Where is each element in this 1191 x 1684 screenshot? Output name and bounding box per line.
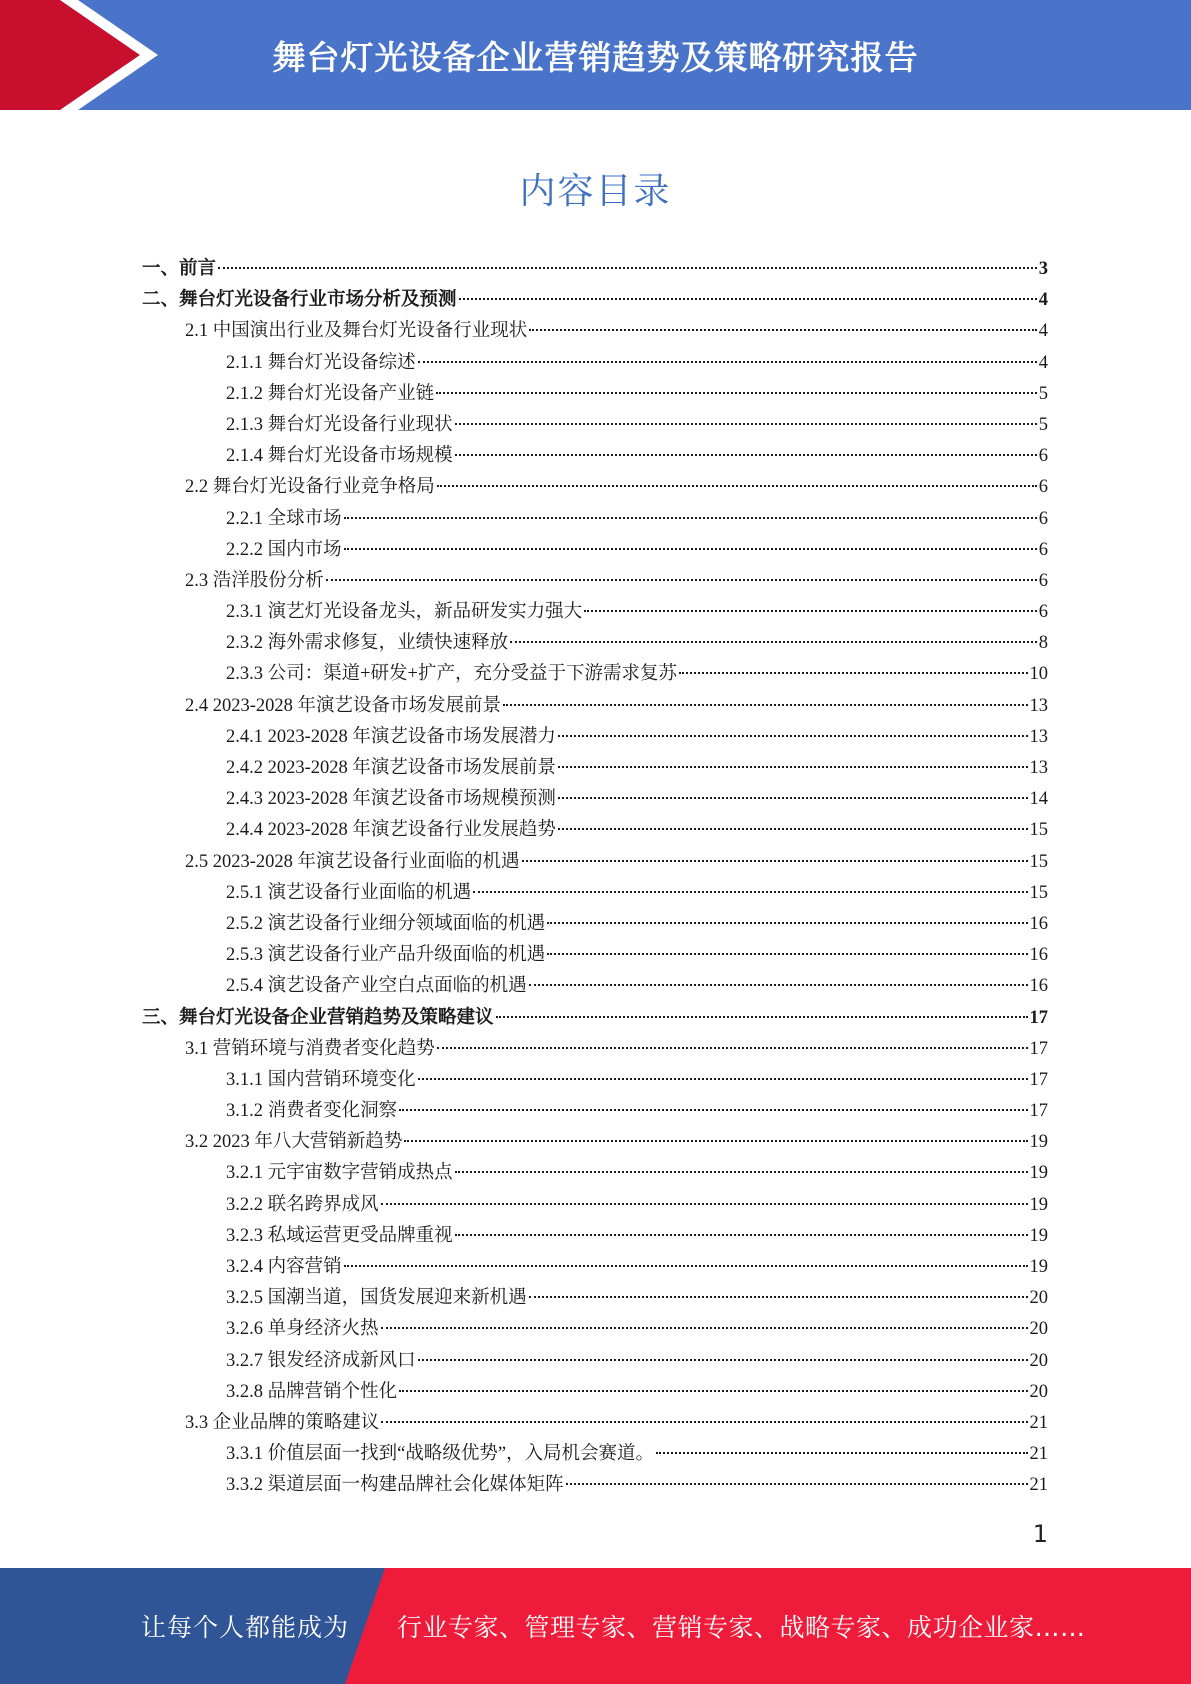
toc-entry-label: 2.5.3 演艺设备行业产品升级面临的机遇 [226, 945, 546, 966]
toc-entry-page: 6 [1038, 539, 1048, 560]
toc-entry-page: 19 [1029, 1194, 1048, 1215]
toc-entry[interactable] [142, 441, 1048, 472]
toc-entry[interactable] [142, 784, 1048, 815]
toc-entry[interactable] [142, 691, 1048, 722]
toc-entry-page: 21 [1029, 1412, 1048, 1433]
toc-entry[interactable] [142, 909, 1048, 940]
toc-entry-label: 3.2.6 单身经济火热 [226, 1319, 379, 1340]
toc-entry[interactable] [142, 535, 1048, 566]
toc-entry-page: 15 [1029, 851, 1048, 872]
toc-dot-leader [547, 953, 1027, 955]
toc-entry[interactable] [142, 254, 1048, 285]
toc-dot-leader [558, 735, 1028, 737]
toc-dot-leader [218, 267, 1037, 269]
toc-entry[interactable] [142, 316, 1048, 347]
toc-entry[interactable] [142, 722, 1048, 753]
toc-entry-label: 3.1.1 国内营销环境变化 [226, 1069, 416, 1090]
toc-entry-page: 15 [1029, 882, 1048, 903]
toc-entry-label: 3.1 营销环境与消费者变化趋势 [185, 1038, 435, 1059]
toc-dot-leader [381, 1203, 1028, 1205]
toc-entry[interactable] [142, 504, 1048, 535]
toc-entry-label: 2.3.2 海外需求修复，业绩快速释放 [226, 633, 509, 654]
toc-entry-page: 6 [1038, 508, 1048, 529]
toc-entry-page: 17 [1029, 1101, 1048, 1122]
toc-entry-label: 3.3.1 价值层面一找到“战略级优势”，入局机会赛道。 [226, 1444, 655, 1465]
toc-entry-label: 3.1.2 消费者变化洞察 [226, 1101, 398, 1122]
toc-entry-label: 二、舞台灯光设备行业市场分析及预测 [142, 290, 457, 311]
toc-entry[interactable] [142, 1283, 1048, 1314]
toc-entry[interactable] [142, 1003, 1048, 1034]
toc-dot-leader [418, 1359, 1028, 1361]
toc-entry[interactable] [142, 878, 1048, 909]
toc-entry[interactable] [142, 1314, 1048, 1345]
toc-entry-label: 2.5.1 演艺设备行业面临的机遇 [226, 882, 472, 903]
toc-entry-label: 三、舞台灯光设备企业营销趋势及策略建议 [142, 1007, 494, 1028]
table-of-contents [142, 254, 1048, 1502]
toc-entry-label: 2.5.2 演艺设备行业细分领域面临的机遇 [226, 913, 546, 934]
toc-entry-label: 3.3.2 渠道层面一构建品牌社会化媒体矩阵 [226, 1475, 564, 1496]
toc-entry[interactable] [142, 1346, 1048, 1377]
toc-entry-page: 4 [1038, 352, 1048, 373]
toc-dot-leader [437, 485, 1037, 487]
toc-dot-leader [418, 1078, 1028, 1080]
toc-dot-leader [344, 517, 1037, 519]
toc-dot-leader [455, 423, 1037, 425]
toc-entry[interactable] [142, 815, 1048, 846]
toc-entry[interactable] [142, 1377, 1048, 1408]
toc-entry[interactable] [142, 628, 1048, 659]
toc-entry[interactable] [142, 659, 1048, 690]
toc-entry[interactable] [142, 597, 1048, 628]
toc-entry-page: 17 [1029, 1007, 1048, 1028]
toc-dot-leader [399, 1390, 1027, 1392]
toc-entry-page: 19 [1029, 1163, 1048, 1184]
toc-entry[interactable] [142, 566, 1048, 597]
toc-entry-page: 19 [1029, 1257, 1048, 1277]
toc-entry-label: 3.2.7 银发经济成新风口 [226, 1350, 416, 1371]
toc-entry-page: 20 [1029, 1381, 1048, 1402]
toc-dot-leader [510, 641, 1037, 643]
toc-entry-label: 2.4.3 2023-2028 年演艺设备市场规模预测 [226, 789, 556, 810]
toc-entry[interactable] [142, 285, 1048, 316]
footer-slogan-left: 让每个人都能成为 [141, 1613, 350, 1642]
toc-dot-leader [529, 1296, 1028, 1298]
toc-entry[interactable] [142, 1470, 1048, 1501]
footer-slogan-right: 行业专家、管理专家、营销专家、战略专家、成功企业家…… [397, 1613, 1086, 1642]
toc-entry[interactable] [142, 971, 1048, 1002]
toc-dot-leader [404, 1140, 1027, 1142]
toc-entry-page: 16 [1029, 945, 1048, 966]
toc-entry-page: 16 [1029, 913, 1048, 934]
toc-entry[interactable] [142, 1439, 1048, 1470]
toc-entry[interactable] [142, 410, 1048, 441]
toc-entry-label: 2.1.4 舞台灯光设备市场规模 [226, 446, 453, 467]
footer-banner [0, 1568, 1191, 1684]
toc-dot-leader [455, 454, 1037, 456]
toc-dot-leader [344, 1265, 1028, 1267]
toc-entry-page: 4 [1038, 321, 1048, 342]
toc-entry-page: 21 [1029, 1444, 1048, 1465]
toc-entry-label: 2.1 中国演出行业及舞台灯光设备行业现状 [185, 321, 528, 342]
toc-entry-page: 5 [1038, 383, 1048, 404]
toc-dot-leader [584, 610, 1037, 612]
toc-entry-label: 2.2 舞台灯光设备行业竞争格局 [185, 477, 435, 498]
toc-dot-leader [344, 548, 1037, 550]
toc-entry[interactable] [142, 1190, 1048, 1221]
toc-entry-label: 3.2.4 内容营销 [226, 1257, 342, 1277]
toc-entry-page: 17 [1029, 1038, 1048, 1059]
toc-entry[interactable] [142, 940, 1048, 971]
toc-dot-leader [529, 329, 1036, 331]
toc-entry[interactable] [142, 1034, 1048, 1065]
toc-entry[interactable] [142, 1221, 1048, 1252]
toc-entry-label: 3.2.8 品牌营销个性化 [226, 1381, 398, 1402]
toc-entry-page: 20 [1029, 1288, 1048, 1309]
toc-entry-page: 15 [1029, 820, 1048, 841]
toc-dot-leader [496, 1016, 1028, 1018]
toc-entry-label: 3.2 2023 年八大营销新趋势 [185, 1132, 403, 1153]
toc-entry-page: 19 [1029, 1225, 1048, 1246]
toc-entry-page: 20 [1029, 1350, 1048, 1371]
toc-entry-page: 8 [1038, 633, 1048, 654]
toc-entry-page: 5 [1038, 414, 1048, 435]
toc-entry-label: 2.3.1 演艺灯光设备龙头，新品研发实力强大 [226, 602, 583, 623]
toc-entry[interactable] [142, 1158, 1048, 1189]
toc-entry-page: 13 [1029, 726, 1048, 747]
toc-dot-leader [558, 828, 1028, 830]
toc-entry-label: 2.1.3 舞台灯光设备行业现状 [226, 414, 453, 435]
toc-entry-page: 10 [1029, 664, 1048, 685]
toc-entry[interactable] [142, 1127, 1048, 1158]
toc-dot-leader [437, 1047, 1028, 1049]
toc-entry-page: 3 [1038, 259, 1048, 279]
toc-entry-page: 17 [1029, 1069, 1048, 1090]
toc-dot-leader [473, 891, 1027, 893]
toc-dot-leader [522, 860, 1028, 862]
toc-entry-label: 2.5 2023-2028 年演艺设备行业面临的机遇 [185, 851, 520, 872]
toc-entry-label: 2.4.2 2023-2028 年演艺设备市场发展前景 [226, 758, 556, 778]
toc-entry-page: 16 [1029, 976, 1048, 997]
toc-entry-page: 14 [1029, 789, 1048, 810]
toc-entry-label: 2.3 浩洋股份分析 [185, 570, 324, 591]
toc-entry-label: 2.4 2023-2028 年演艺设备市场发展前景 [185, 695, 502, 716]
toc-dot-leader [459, 298, 1037, 300]
toc-entry[interactable] [142, 1065, 1048, 1096]
toc-entry[interactable] [142, 847, 1048, 878]
page-number: 1 [1032, 1520, 1048, 1548]
toc-entry-label: 2.1.1 舞台灯光设备综述 [226, 352, 416, 373]
toc-entry-label: 3.2.5 国潮当道，国货发展迎来新机遇 [226, 1288, 527, 1309]
toc-entry-label: 2.5.4 演艺设备产业空白点面临的机遇 [226, 976, 527, 997]
toc-entry-page: 13 [1029, 758, 1048, 778]
toc-entry-label: 3.2.2 联名跨界成风 [226, 1194, 379, 1215]
toc-dot-leader [529, 984, 1028, 986]
toc-entry-page: 4 [1038, 290, 1048, 311]
toc-entry-label: 一、前言 [142, 259, 217, 279]
toc-entry-label: 3.2.3 私域运营更受品牌重视 [226, 1225, 453, 1246]
toc-heading: 内容目录 [519, 171, 672, 212]
toc-dot-leader [679, 672, 1028, 674]
toc-entry-page: 6 [1038, 602, 1048, 623]
toc-entry-label: 2.4.4 2023-2028 年演艺设备行业发展趋势 [226, 820, 556, 841]
toc-entry-page: 6 [1038, 446, 1048, 467]
toc-entry[interactable] [142, 472, 1048, 503]
toc-entry-label: 2.3.3 公司：渠道+研发+扩产，充分受益于下游需求复苏 [226, 664, 677, 685]
toc-dot-leader [381, 1421, 1027, 1423]
header-banner [0, 0, 1191, 110]
toc-entry[interactable] [142, 753, 1048, 784]
toc-dot-leader [558, 797, 1028, 799]
toc-dot-leader [656, 1452, 1027, 1454]
toc-dot-leader [399, 1109, 1027, 1111]
toc-dot-leader [503, 704, 1027, 706]
toc-entry-page: 13 [1029, 695, 1048, 716]
toc-entry[interactable] [142, 1408, 1048, 1439]
toc-entry-page: 19 [1029, 1132, 1048, 1153]
toc-entry-label: 3.3 企业品牌的策略建议 [185, 1412, 380, 1433]
toc-dot-leader [381, 1327, 1028, 1329]
toc-dot-leader [326, 579, 1037, 581]
toc-dot-leader [436, 392, 1037, 394]
toc-dot-leader [558, 766, 1028, 768]
toc-entry-page: 6 [1038, 477, 1048, 498]
toc-dot-leader [455, 1234, 1028, 1236]
toc-dot-leader [566, 1483, 1028, 1485]
toc-entry[interactable] [142, 379, 1048, 410]
toc-entry-label: 2.2.2 国内市场 [226, 539, 342, 560]
report-title: 舞台灯光设备企业营销趋势及策略研究报告 [272, 37, 919, 77]
toc-dot-leader [547, 922, 1027, 924]
toc-dot-leader [418, 361, 1037, 363]
toc-entry-label: 2.1.2 舞台灯光设备产业链 [226, 383, 435, 404]
toc-entry-label: 2.4.1 2023-2028 年演艺设备市场发展潜力 [226, 726, 556, 747]
toc-entry[interactable] [142, 348, 1048, 379]
toc-dot-leader [455, 1171, 1028, 1173]
toc-entry-label: 3.2.1 元宇宙数字营销成热点 [226, 1163, 453, 1184]
toc-entry[interactable] [142, 1252, 1048, 1283]
toc-entry[interactable] [142, 1096, 1048, 1127]
toc-entry-page: 21 [1029, 1475, 1048, 1496]
toc-entry-page: 6 [1038, 570, 1048, 591]
toc-entry-page: 20 [1029, 1319, 1048, 1340]
toc-entry-label: 2.2.1 全球市场 [226, 508, 342, 529]
